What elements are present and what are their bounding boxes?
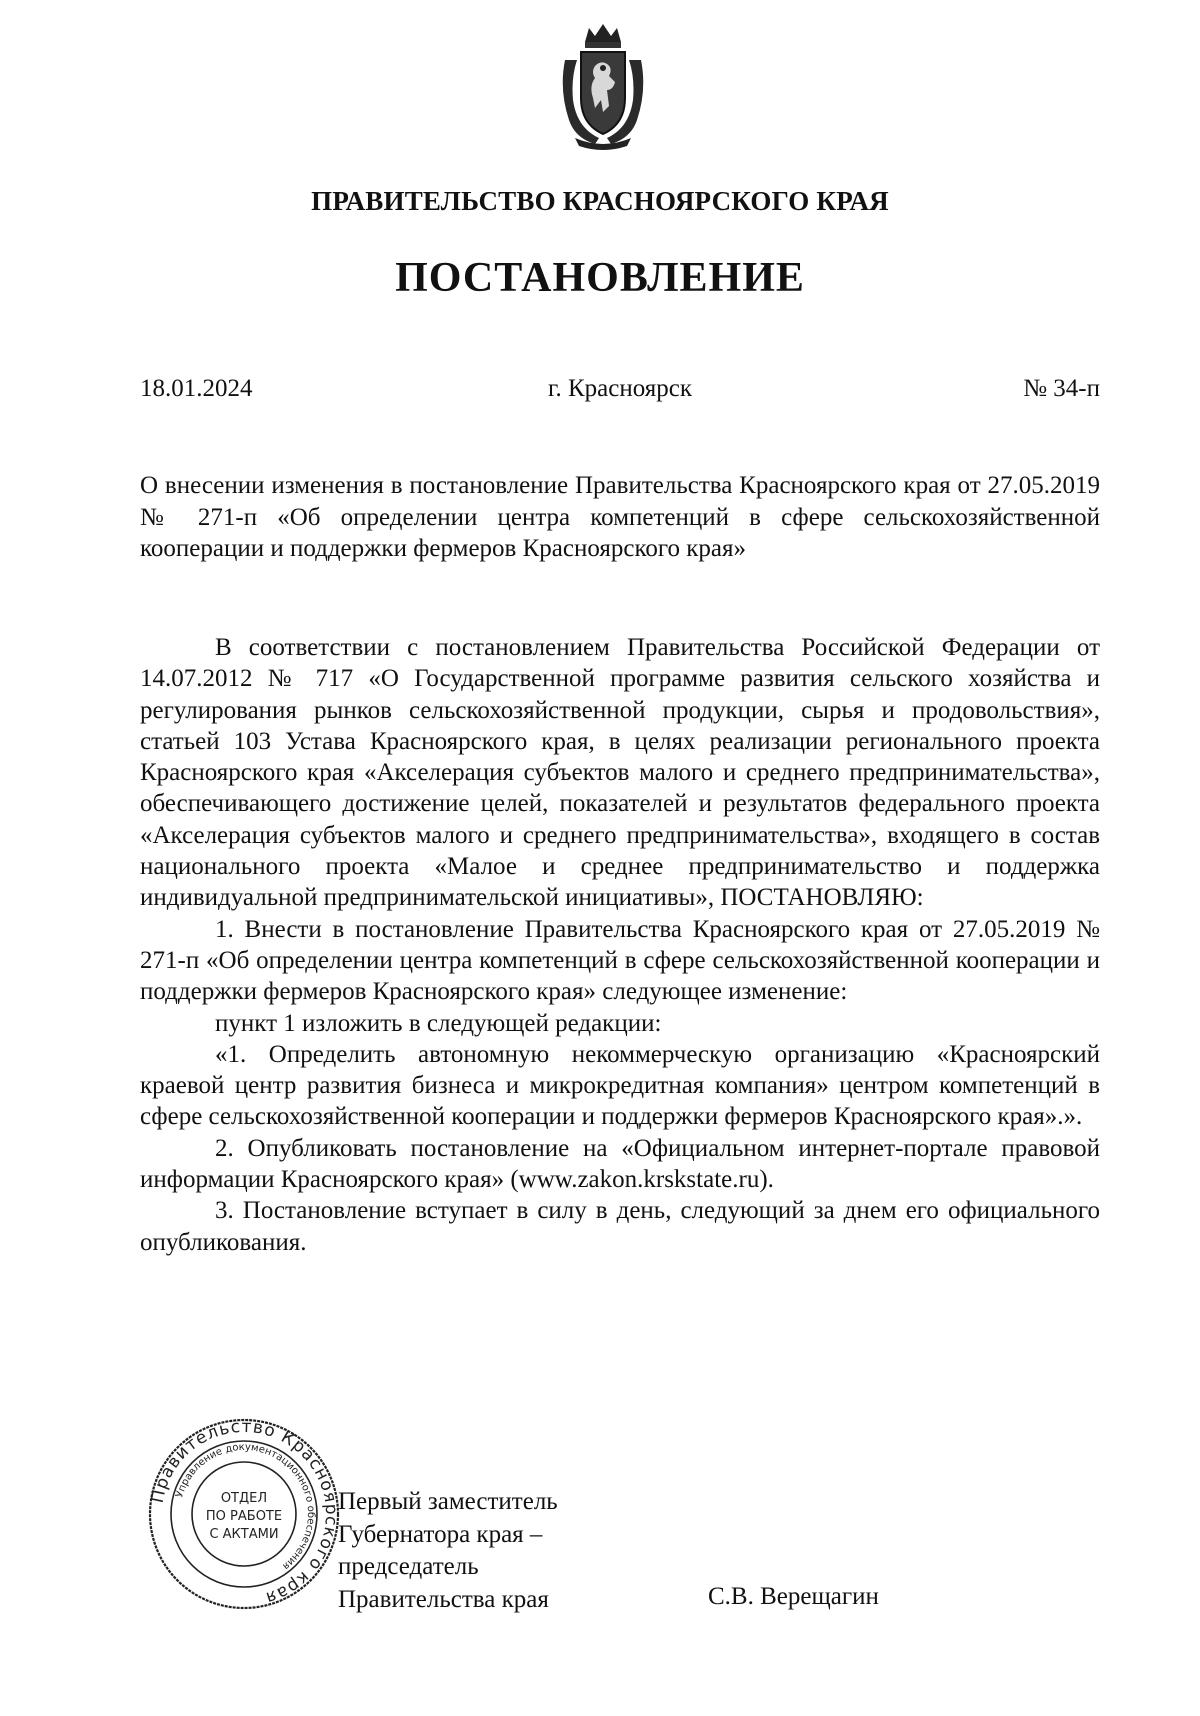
document-meta-row — [140, 375, 1100, 409]
document-city: г. Красноярск — [548, 375, 692, 402]
preamble-paragraph: В соответствии с постановлением Правительства Российской Федерации от 14.07.2012 № 717 «О Государственной программе развития сельского хозяйства и регулирования рынков сельскохозяйственной продукции, сырья и продовольствия», статьей 103 Устава Красноярского края, в целях реализации регионального проекта Красноярского края «Акселерация субъектов малого и среднего предпринимательства», обеспечивающего достижение целей, показателей и результатов федерального проекта «Акселерация субъектов малого и среднего предпринимательства», входящего в состав национального проекта «Малое и среднее предпринимательство и поддержка индивидуальной предпринимательской инициативы», ПОСТАНОВЛЯЮ: — [140, 634, 1100, 912]
document-date: 18.01.2024 — [140, 375, 253, 402]
item-2-paragraph: 2. Опубликовать постановление на «Официальном интернет-портале правовой информации Красноярского края» (www.zakon.krskstate.ru). — [140, 1134, 1100, 1194]
item-1-sub-paragraph: пункт 1 изложить в следующей редакции: — [215, 1009, 662, 1037]
stamp-inner-ring-text: Управление документационного обеспечения — [174, 1441, 317, 1572]
document-subject: О внесении изменения в постановление Правительства Красноярского края от 27.05.2019 № 271-п «Об определении центра компетенций в сфере сельскохозяйственной кооперации и поддержки фермеров Красноярского края» — [140, 472, 1100, 562]
coat-of-arms-emblem — [555, 20, 651, 150]
official-stamp — [146, 1416, 342, 1612]
signatory-position-line-3: председатель — [338, 1553, 479, 1580]
organization-name: ПРАВИТЕЛЬСТВО КРАСНОЯРСКОГО КРАЯ — [311, 186, 889, 216]
stamp-center-line-3: С АКТАМИ — [209, 1527, 279, 1542]
item-1-quote-paragraph: «1. Определить автономную некоммерческую организацию «Красноярский краевой центр развития бизнеса и микрокредитная компания» центром компетенций в сфере сельскохозяйственной кооперации и поддержки фермеров Красноярского края».». — [140, 1040, 1100, 1131]
signatory-position-line-1: Первый заместитель — [338, 1488, 558, 1515]
document-number: № 34-п — [1023, 375, 1100, 402]
signatory-position-line-2: Губернатора края – — [338, 1520, 543, 1548]
stamp-center-line-1: ОТДЕЛ — [220, 1491, 268, 1506]
stamp-outer-text: Правительство Красноярского края — [147, 1416, 342, 1608]
document-body — [140, 632, 1100, 1258]
item-3-paragraph: 3. Постановление вступает в силу в день, следующий за днем его официального опубликования. — [140, 1197, 1100, 1256]
item-1-paragraph: 1. Внести в постановление Правительства Красноярского края от 27.05.2019 № 271-п «Об определении центра компетенций в сфере сельскохозяйственной кооперации и поддержки фермеров Красноярского края» следующее изменение: — [140, 915, 1100, 1006]
signatory-position — [338, 1486, 558, 1616]
stamp-center-line-2: ПО РАБОТЕ — [205, 1509, 283, 1524]
signatory-name: С.В. Верещагин — [708, 1583, 879, 1610]
signatory-position-line-4: Правительства края — [338, 1585, 549, 1613]
document-type-title: ПОСТАНОВЛЕНИЕ — [395, 255, 805, 301]
